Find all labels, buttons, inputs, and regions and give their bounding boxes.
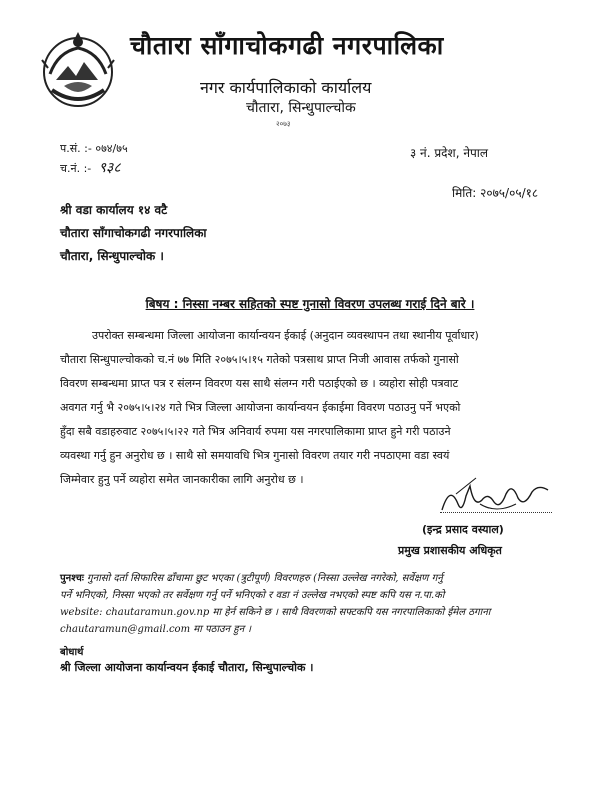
province-label: ३ नं. प्रदेश, नेपाल — [410, 146, 489, 160]
body-line: जिम्मेवार हुनु पर्ने व्यहोरा समेत जानकारीका लागि अनुरोध छ । — [60, 473, 304, 486]
letter-body — [60, 324, 558, 492]
postscript-label: पुनश्चः — [60, 573, 84, 584]
stamp-year: २०७३ — [276, 120, 291, 128]
addressee-line-2: चौतारा साँगाचोकगढी नगरपालिका — [60, 226, 207, 240]
signature-line — [440, 512, 552, 513]
body-line: विवरण सम्बन्धमा प्राप्त पत्र र संलग्न विवरण यस साथै संलग्न गरी पठाईएको छ । व्यहोरा सोही पत्रवाट — [60, 377, 459, 390]
subject-text: बिषय : निस्सा नम्बर सहितको स्पष्ट गुनासो विवरण उपलब्ध गराई दिने बारे । — [145, 297, 475, 311]
handwritten-signature — [436, 474, 556, 520]
signatory-title: प्रमुख प्रशासकीय अधिकृत — [398, 544, 502, 557]
body-line: उपरोक्त सम्बन्धमा जिल्ला आयोजना कार्यान्वयन ईकाई (अनुदान व्यवस्थापन तथा स्थानीय पूर्वाधार) — [92, 329, 479, 342]
body-line: हुँदा सबै वडाहरुवाट २०७५।५।२२ गते भित्र अनिवार्य रुपमा यस नगरपालिकामा प्राप्त हुने गरी पठाउने — [60, 425, 451, 438]
postscript-line: पर्ने भनिएको, निस्सा भएको तर सर्वेक्षण गर्नु पर्ने भनिएको र वडा नं उल्लेख नभएको स्पष्ट कपि यस न.पा.को — [60, 590, 445, 601]
body-line: अवगत गर्नु भै २०७५।५।२४ गते भित्र जिल्ला आयोजना कार्यान्वयन ईकाईमा विवरण पठाउनु पर्ने भएको — [60, 401, 461, 414]
addressee-line-1: श्री वडा कार्यालय १४ वटै — [60, 203, 168, 217]
letter-number-label: प.सं. :- — [60, 142, 92, 155]
postscript-line: chautaramun@gmail.com मा पठाउन हुन । — [60, 624, 252, 635]
dispatch-number-label: च.नं. :- — [60, 162, 92, 175]
nepal-emblem-logo — [38, 30, 118, 110]
letter-date: मिति: २०७५/०५/१८ — [452, 186, 539, 200]
office-subtitle: नगर कार्यपालिकाको कार्यालय — [200, 78, 372, 97]
postscript — [60, 570, 560, 638]
letter-number-value: ०७४/७५ — [95, 142, 128, 155]
subject-line — [60, 295, 560, 312]
cc-recipient: श्री जिल्ला आयोजना कार्यान्वयन ईकाई चौतारा, सिन्धुपाल्चोक । — [60, 661, 314, 674]
body-line: चौतारा सिन्धुपाल्चोकको च.नं ७७ मिति २०७५।५।१५ गतेको पत्रसाथ प्राप्त निजी आवास तर्फको गुनासो — [60, 353, 459, 366]
office-name: चौतारा साँगाचोकगढी नगरपालिका — [130, 31, 444, 60]
signatory-name: (इन्द्र प्रसाद वस्याल) — [422, 523, 504, 536]
cc-label: बोधार्थ — [60, 647, 84, 658]
dispatch-number — [60, 158, 121, 177]
office-location: चौतारा, सिन्धुपाल्चोक — [246, 100, 356, 116]
postscript-line: गुनासो दर्ता सिफारिस ढाँचामा छुट भएका (त्रुटीपूर्ण) विवरणहरु (निस्सा उल्लेख नगरेको, सर्वेक्षण गर्नु — [87, 573, 443, 584]
postscript-line: website: chautaramun.gov.np मा हेर्न सकिने छ । साथै विवरणको सफ्टकपि यस नगरपालिकाको ईमेल ठगाना — [60, 607, 491, 618]
letter-number — [60, 141, 128, 156]
body-line: व्यवस्था गर्नु हुन अनुरोध छ । साथै सो समयावधि भित्र गुनासो विवरण तयार गरी नपठाएमा वडा स्वयं — [60, 449, 450, 462]
dispatch-number-value: ९३८ — [98, 160, 121, 176]
addressee-line-3: चौतारा, सिन्धुपाल्चोक । — [60, 249, 164, 263]
